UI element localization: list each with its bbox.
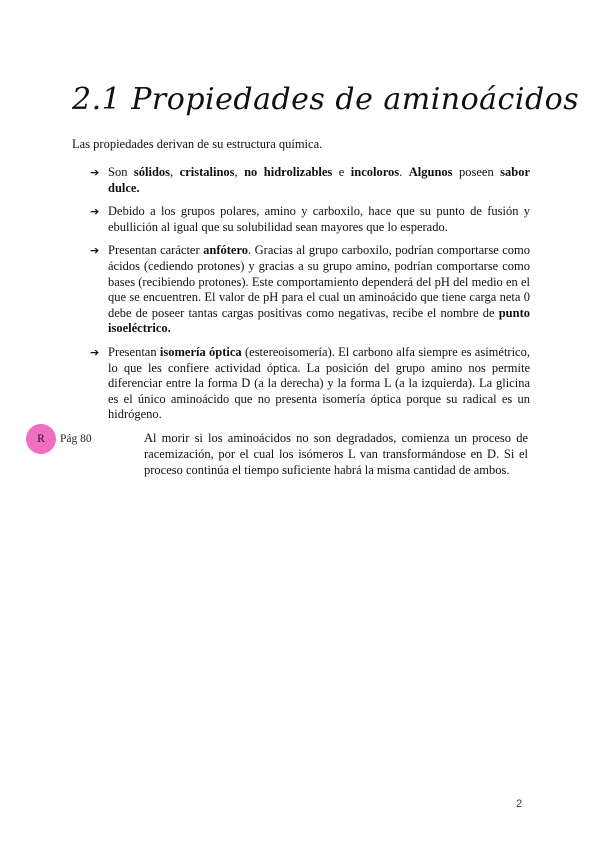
property-text bbox=[108, 165, 530, 196]
bold-term: cristalinos bbox=[179, 165, 235, 179]
bold-term: no hidrolizables bbox=[244, 165, 333, 179]
property-text bbox=[108, 243, 530, 337]
text-run: , bbox=[170, 165, 180, 179]
arrow-right-icon: ➔ bbox=[90, 166, 100, 179]
text-run: , bbox=[234, 165, 245, 179]
bold-term: punto isoeléctrico. bbox=[108, 305, 530, 336]
arrow-right-icon: ➔ bbox=[90, 244, 100, 258]
bold-term: anfótero bbox=[203, 243, 249, 258]
bold-term: isomería óptica bbox=[159, 344, 242, 359]
property-item bbox=[90, 345, 530, 423]
page-title: 2.1 Propiedades de aminoácidos bbox=[72, 82, 580, 117]
property-item bbox=[90, 165, 530, 196]
bold-term: Algunos bbox=[408, 165, 453, 179]
property-text bbox=[108, 345, 530, 423]
bold-term: incoloros bbox=[350, 165, 400, 179]
bold-term: sabor dulce. bbox=[108, 165, 531, 195]
page-number: 2 bbox=[516, 798, 523, 810]
review-note bbox=[26, 424, 546, 484]
text-run: Presentan bbox=[108, 344, 160, 359]
arrow-right-icon: ➔ bbox=[90, 345, 100, 359]
property-item bbox=[90, 243, 530, 337]
review-badge: R bbox=[26, 424, 56, 454]
arrow-right-icon: ➔ bbox=[90, 205, 100, 219]
text-run: Son bbox=[108, 165, 134, 179]
page-reference: Pág 80 bbox=[60, 433, 92, 445]
text-run: . Gracias al grupo carboxilo, podrían comportarse como ácidos (cediendo protones) y gracias a su grupo amino, podrían comportarse como bases (recibiendo protones). Este comportamiento dependerá del pH del medio en el que se encuentren. El valor de pH para el cual un aminoácido que tiene carga neta 0 debe de poseer tantas cargas positivas como negativas, recibe el nombre de bbox=[108, 243, 531, 320]
text-run: e bbox=[332, 165, 351, 179]
review-text: Al morir si los aminoácidos no son degradados, comienza un proceso de racemización, por el cual los isómeros L van transformándose en D. Si el proceso continúa el tiempo suficiente habrá la misma cantidad de ambos. bbox=[144, 431, 528, 477]
text-run: Presentan carácter bbox=[108, 243, 204, 258]
property-item bbox=[90, 204, 530, 235]
intro-text: Las propiedades derivan de su estructura química. bbox=[72, 137, 323, 151]
text-run: poseen bbox=[452, 165, 501, 179]
text-run: . bbox=[399, 165, 409, 179]
property-list bbox=[90, 165, 530, 431]
property-text bbox=[108, 204, 530, 235]
bold-term: sólidos bbox=[133, 165, 171, 179]
text-run: Debido a los grupos polares, amino y carboxilo, hace que su punto de fusión y ebullición al igual que su solubilidad sean mayores que lo esperado. bbox=[108, 204, 530, 234]
text-run: (estereoisomería). El carbono alfa siempre es asimétrico, lo que les confiere actividad óptica. La posición del grupo amino nos permite diferenciar entre la forma D (a la derecha) y la forma L (a la izquierda). La glicina es el único aminoácido que no presenta isomería óptica porque su radical es un hidrógeno. bbox=[108, 344, 530, 422]
